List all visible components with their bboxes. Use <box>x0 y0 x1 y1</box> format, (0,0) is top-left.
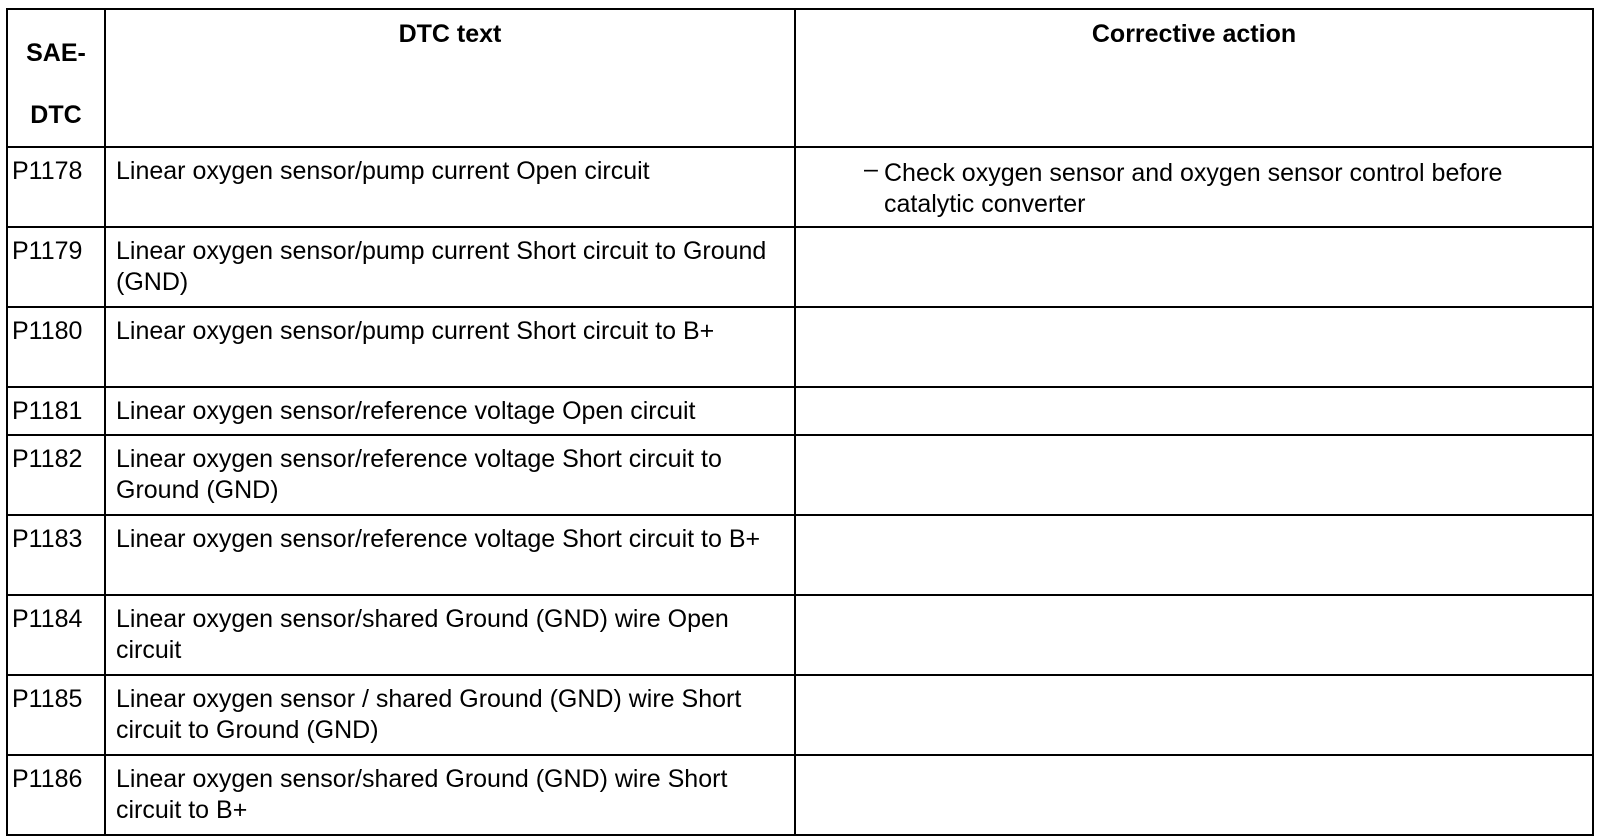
header-row <box>7 9 1593 147</box>
dtc-code-cell: P1178 <box>7 147 105 227</box>
header-corrective-action: Corrective action <box>795 9 1593 147</box>
dtc-text-cell: Linear oxygen sensor/reference voltage Short circuit to Ground (GND) <box>105 435 795 515</box>
corrective-action-cell <box>795 307 1593 387</box>
header-sae-dtc-line1: SAE- <box>26 39 86 67</box>
table-body <box>7 147 1593 835</box>
dash-bullet-icon: – <box>864 155 878 183</box>
table-row <box>7 515 1593 595</box>
dtc-code-cell: P1183 <box>7 515 105 595</box>
corrective-action-cell <box>795 387 1593 435</box>
corrective-action-cell <box>795 515 1593 595</box>
header-dtc-text: DTC text <box>105 9 795 147</box>
dtc-code-cell: P1181 <box>7 387 105 435</box>
dtc-code-cell: P1179 <box>7 227 105 307</box>
corrective-action-cell <box>795 675 1593 755</box>
table-header <box>7 9 1593 147</box>
corrective-action-cell <box>795 227 1593 307</box>
dtc-text-cell: Linear oxygen sensor / shared Ground (GND) wire Short circuit to Ground (GND) <box>105 675 795 755</box>
corrective-action-cell <box>795 755 1593 835</box>
dtc-code-cell: P1180 <box>7 307 105 387</box>
table-row <box>7 675 1593 755</box>
table-row <box>7 147 1593 227</box>
header-sae-dtc <box>7 9 105 147</box>
dtc-text-cell: Linear oxygen sensor/pump current Short circuit to Ground (GND) <box>105 227 795 307</box>
dtc-text-cell: Linear oxygen sensor/shared Ground (GND) wire Short circuit to B+ <box>105 755 795 835</box>
corrective-action-cell <box>795 435 1593 515</box>
dtc-code-cell: P1185 <box>7 675 105 755</box>
table-row <box>7 387 1593 435</box>
dtc-code-cell: P1182 <box>7 435 105 515</box>
table-row <box>7 307 1593 387</box>
dtc-text-cell: Linear oxygen sensor/reference voltage Open circuit <box>105 387 795 435</box>
table-row <box>7 755 1593 835</box>
dtc-text-cell: Linear oxygen sensor/pump current Open circuit <box>105 147 795 227</box>
dtc-table <box>6 8 1594 836</box>
table-row <box>7 595 1593 675</box>
header-sae-dtc-line2: DTC <box>30 101 82 129</box>
corrective-action-text: Check oxygen sensor and oxygen sensor control before catalytic converter <box>884 159 1503 218</box>
corrective-action-cell <box>795 147 1593 227</box>
table-row <box>7 227 1593 307</box>
dtc-code-cell: P1184 <box>7 595 105 675</box>
dtc-text-cell: Linear oxygen sensor/pump current Short circuit to B+ <box>105 307 795 387</box>
dtc-code-cell: P1186 <box>7 755 105 835</box>
corrective-action-bullet <box>864 155 1582 220</box>
corrective-action-cell <box>795 595 1593 675</box>
dtc-text-cell: Linear oxygen sensor/shared Ground (GND) wire Open circuit <box>105 595 795 675</box>
table-row <box>7 435 1593 515</box>
dtc-text-cell: Linear oxygen sensor/reference voltage Short circuit to B+ <box>105 515 795 595</box>
